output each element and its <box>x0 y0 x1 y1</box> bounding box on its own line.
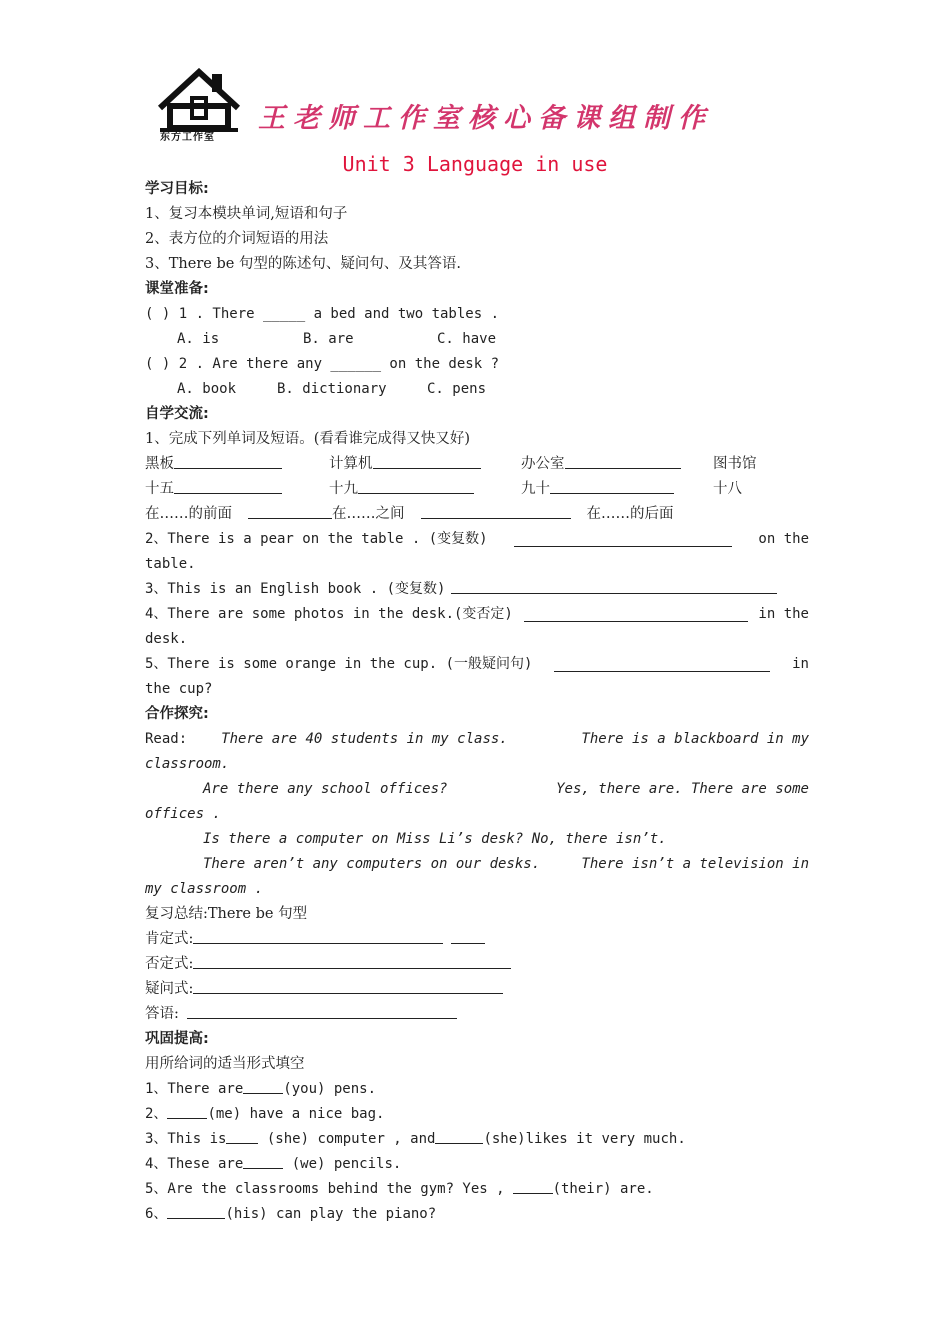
exercise-3 <box>145 1127 809 1152</box>
exercise-text: (their) are. <box>552 1181 654 1197</box>
word-prompt: 办公室 <box>521 456 565 472</box>
sentence-prompt: 2、There is a pear on the table . (变复数) <box>145 531 488 547</box>
form-answer <box>145 1002 809 1027</box>
option: C. pens <box>427 381 487 397</box>
form-label: 疑问式: <box>145 981 194 997</box>
answer-blank[interactable] <box>435 1129 483 1144</box>
exercise-text: 4、These are <box>145 1156 244 1172</box>
exercise-6 <box>145 1202 809 1227</box>
answer-blank[interactable] <box>167 1104 207 1119</box>
word-prompt: 十八 <box>713 481 742 497</box>
form-affirmative <box>145 927 809 952</box>
sentence-5-continued: the cup? <box>145 681 213 697</box>
exercise-text: 3、This is <box>145 1131 227 1147</box>
sentence-tail: in <box>792 656 809 672</box>
reading-sentence: Are there any school offices? <box>203 781 448 797</box>
answer-blank[interactable] <box>193 929 443 944</box>
studio-banner: 王老师工作室核心备课组制作 <box>258 103 713 134</box>
objective-item: 3、There be 句型的陈述句、疑问句、及其答语. <box>145 256 462 272</box>
option: C. have <box>437 331 497 347</box>
exercise-text: (me) have a nice bag. <box>207 1106 385 1122</box>
prep-question-1: ( ) 1 . There _____ a bed and two tables . <box>145 306 500 322</box>
consolidate-instruction: 用所给词的适当形式填空 <box>145 1056 305 1072</box>
word-prompt: 黑板 <box>145 456 174 472</box>
answer-blank[interactable] <box>565 454 681 469</box>
consolidate-heading: 巩固提高: <box>145 1031 209 1047</box>
word-prompt: 十九 <box>329 481 358 497</box>
reading-line-1 <box>145 727 809 752</box>
sentence-2-continued: table. <box>145 556 196 572</box>
answer-blank[interactable] <box>554 657 770 672</box>
prep-options-1 <box>145 327 809 352</box>
exercise-text: 2、 <box>145 1106 168 1122</box>
sentence-tail: on the <box>758 531 809 547</box>
answer-blank[interactable] <box>248 504 332 519</box>
objective-item: 1、复习本模块单词,短语和句子 <box>145 206 348 222</box>
sentence-4-continued: desk. <box>145 631 188 647</box>
self-study-heading: 自学交流: <box>145 406 209 422</box>
option: A. is <box>177 331 220 347</box>
form-label: 答语: <box>145 1006 179 1022</box>
exercise-text: (you) pens. <box>283 1081 377 1097</box>
read-label: Read: <box>145 731 188 747</box>
exercise-text: 1、There are <box>145 1081 244 1097</box>
summary-title: 复习总结:There be 句型 <box>145 906 308 922</box>
answer-blank[interactable] <box>550 479 674 494</box>
answer-blank[interactable] <box>513 1179 553 1194</box>
exercise-2 <box>145 1102 809 1127</box>
objectives-heading: 学习目标: <box>145 181 209 197</box>
logo-caption: 东方工作室 <box>160 132 215 143</box>
word-prompt: 十五 <box>145 481 174 497</box>
word-prompt: 计算机 <box>329 456 373 472</box>
form-label: 否定式: <box>145 956 194 972</box>
answer-blank[interactable] <box>226 1129 258 1144</box>
exercise-text: 6、 <box>145 1206 168 1222</box>
option: B. dictionary <box>277 381 387 397</box>
self-study-intro: 1、完成下列单词及短语。(看看谁完成得又快又好) <box>145 431 471 447</box>
word-row <box>145 452 809 477</box>
prep-question-2: ( ) 2 . Are there any ______ on the desk ? <box>145 356 500 372</box>
answer-blank[interactable] <box>514 532 732 547</box>
prep-heading: 课堂准备: <box>145 281 209 297</box>
exercise-text: (she) computer , and <box>258 1131 436 1147</box>
phrase-prompt: 在……的前面 <box>145 506 232 522</box>
answer-blank[interactable] <box>358 479 474 494</box>
objective-item: 2、表方位的介词短语的用法 <box>145 231 329 247</box>
option: A. book <box>177 381 237 397</box>
phrase-prompt: 在……之间 <box>332 506 405 522</box>
worksheet-content <box>145 177 809 1227</box>
sentence-prompt: 3、This is an English book . (变复数) <box>145 581 446 597</box>
exercise-1 <box>145 1077 809 1102</box>
form-negative <box>145 952 809 977</box>
reading-line-4-continued: my classroom . <box>145 881 264 897</box>
reading-line-4 <box>145 852 809 877</box>
exercise-text: (she)likes it very much. <box>483 1131 686 1147</box>
word-prompt: 九十 <box>521 481 550 497</box>
reading-line-3: Is there a computer on Miss Li’s desk? No, there isn’t. <box>203 831 667 847</box>
word-row <box>145 477 809 502</box>
sentence-prompt: 5、There is some orange in the cup. (一般疑问句) <box>145 656 533 672</box>
sentence-prompt: 4、There are some photos in the desk.(变否定) <box>145 606 513 622</box>
answer-blank[interactable] <box>421 504 571 519</box>
answer-blank[interactable] <box>243 1079 283 1094</box>
answer-blank[interactable] <box>243 1154 283 1169</box>
reading-sentence: There is a blackboard in my <box>581 731 809 747</box>
cooperation-heading: 合作探究: <box>145 706 209 722</box>
reading-line-1-continued: classroom. <box>145 756 230 772</box>
word-prompt: 图书馆 <box>713 456 757 472</box>
answer-blank[interactable] <box>167 1204 225 1219</box>
answer-blank[interactable] <box>193 954 511 969</box>
reading-sentence: There aren’t any computers on our desks. <box>203 856 541 872</box>
phrase-row <box>145 502 809 527</box>
reading-line-2-continued: offices . <box>145 806 221 822</box>
sentence-2 <box>145 527 809 552</box>
answer-blank[interactable] <box>174 479 282 494</box>
answer-blank[interactable] <box>524 607 748 622</box>
prep-options-2 <box>145 377 809 402</box>
option: B. are <box>303 331 354 347</box>
exercise-5 <box>145 1177 809 1202</box>
answer-blank[interactable] <box>174 454 282 469</box>
exercise-text: (we) pencils. <box>283 1156 402 1172</box>
answer-blank[interactable] <box>187 1004 457 1019</box>
reading-sentence: There isn’t a television in <box>581 856 809 872</box>
form-question <box>145 977 809 1002</box>
answer-blank[interactable] <box>373 454 481 469</box>
sentence-5 <box>145 652 809 677</box>
answer-blank[interactable] <box>193 979 503 994</box>
phrase-prompt: 在……的后面 <box>586 506 674 522</box>
exercise-text: (his) can play the piano? <box>225 1206 437 1222</box>
reading-sentence: Yes, there are. There are some <box>556 781 809 797</box>
reading-line-2 <box>145 777 809 802</box>
reading-sentence: There are 40 students in my class. <box>221 731 508 747</box>
answer-blank[interactable] <box>451 579 777 594</box>
form-label: 肯定式: <box>145 931 194 947</box>
page-title: Unit 3 Language in use <box>342 152 608 176</box>
sentence-3 <box>145 577 809 602</box>
exercise-4 <box>145 1152 809 1177</box>
sentence-tail: in the <box>758 606 809 622</box>
sentence-4 <box>145 602 809 627</box>
answer-blank[interactable] <box>451 929 485 944</box>
exercise-text: 5、Are the classrooms behind the gym? Yes , <box>145 1181 505 1197</box>
